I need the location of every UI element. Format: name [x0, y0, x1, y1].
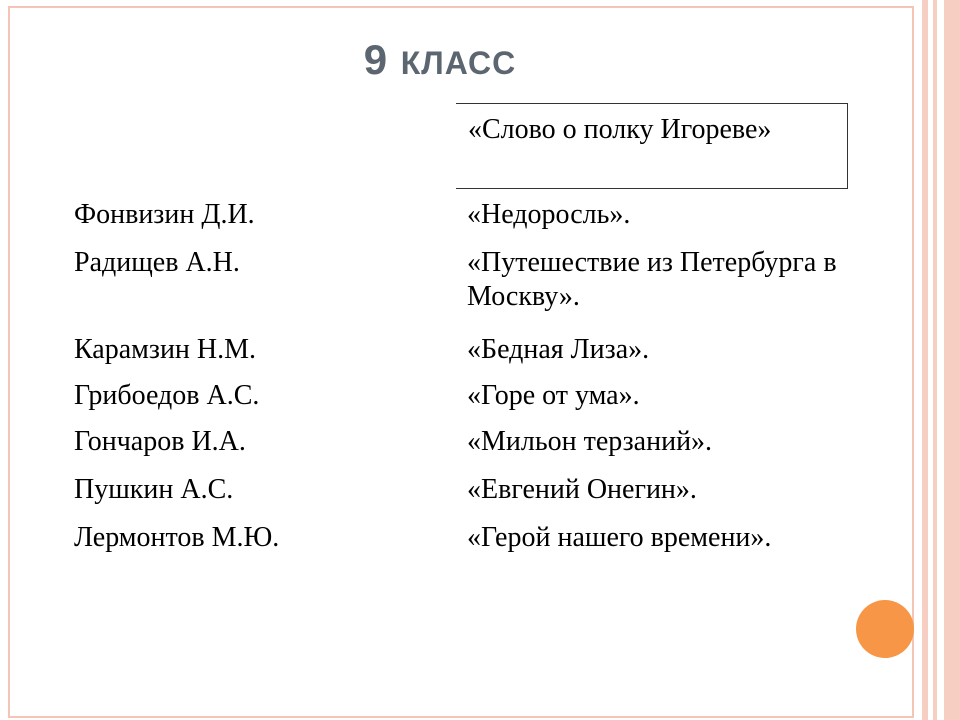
decor-stripe	[922, 0, 928, 720]
decor-stripe	[933, 0, 937, 720]
work-title: «Горе от ума».	[467, 380, 640, 411]
work-title: «Мильон терзаний».	[467, 426, 713, 457]
work-title: «Евгений Онегин».	[467, 474, 697, 505]
header-work-text: «Слово о полку Игореве»	[468, 114, 772, 145]
author-name: Пушкин А.С.	[74, 474, 234, 505]
author-name: Грибоедов А.С.	[74, 380, 260, 411]
author-name: Фонвизин Д.И.	[74, 199, 255, 230]
title-word: КЛАСС	[400, 45, 517, 81]
work-title: «Бедная Лиза».	[467, 334, 650, 365]
title-number: 9	[363, 36, 389, 83]
header-work-cell	[456, 103, 848, 189]
author-name: Радищев А.Н.	[74, 247, 240, 278]
work-title: «Недоросль».	[467, 199, 631, 230]
slide-title	[0, 36, 880, 84]
author-name: Лермонтов М.Ю.	[74, 522, 280, 553]
decor-stripe	[944, 0, 960, 720]
author-name: Карамзин Н.М.	[74, 334, 257, 365]
author-name: Гончаров И.А.	[74, 426, 246, 457]
decor-circle	[856, 600, 914, 658]
work-title: «Путешествие из Петербурга в Москву».	[467, 247, 837, 312]
work-title: «Герой нашего времени».	[467, 522, 772, 553]
